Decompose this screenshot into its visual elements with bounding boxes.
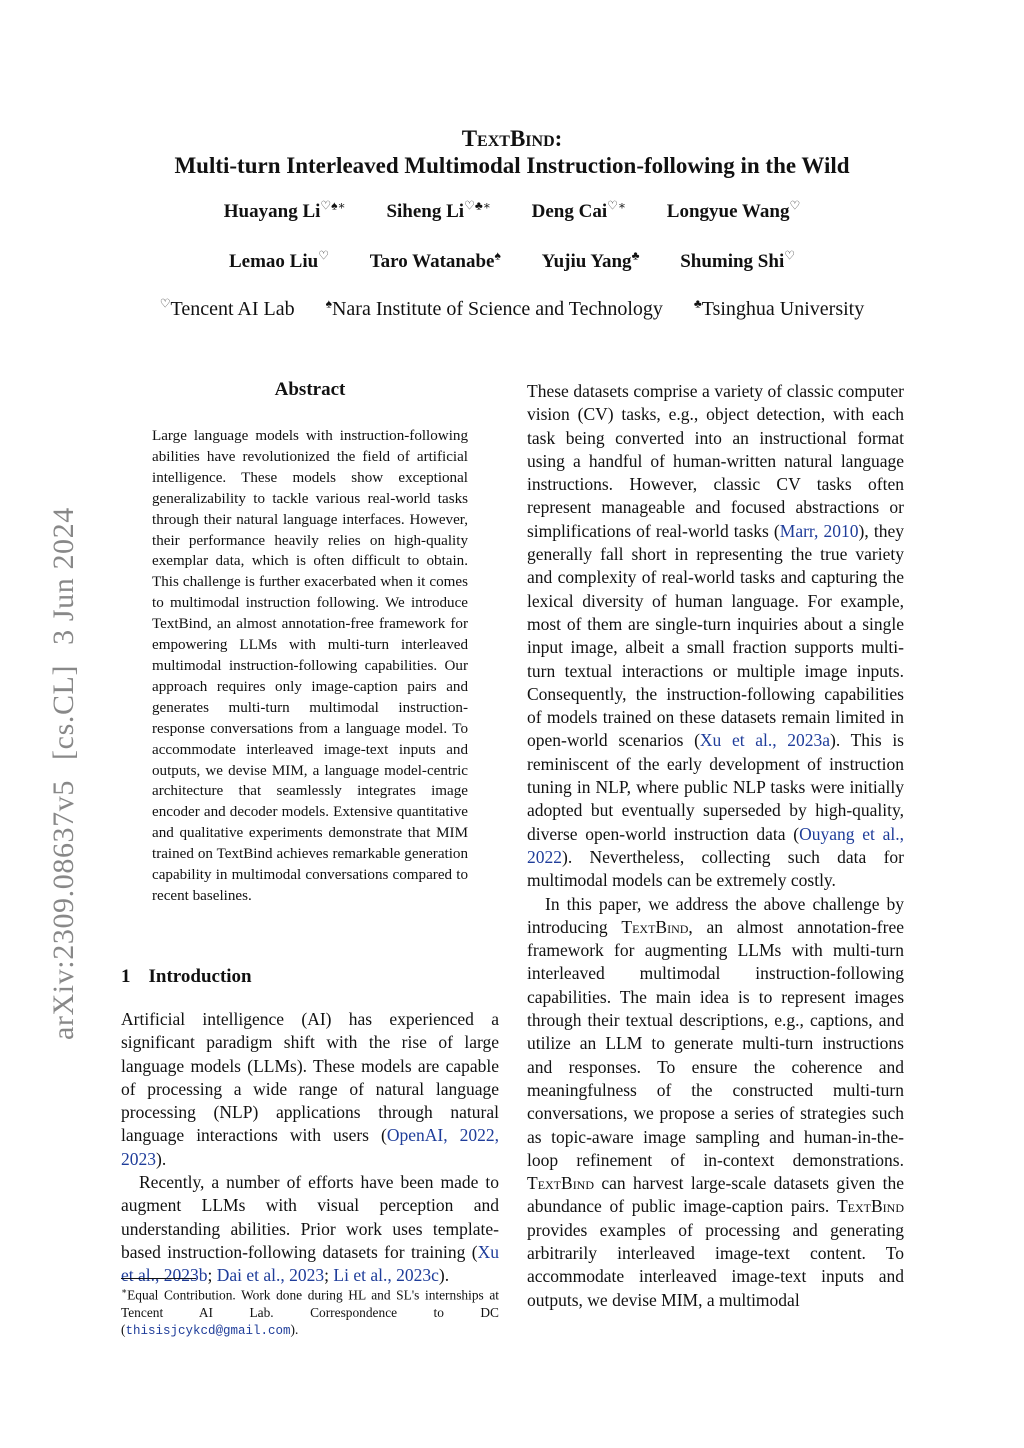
- paper-title-line2: Multi-turn Interleaved Multimodal Instruction-following in the Wild: [174, 153, 850, 178]
- citation-link[interactable]: Marr, 2010: [779, 520, 859, 541]
- arxiv-date: 3 Jun 2024: [47, 507, 80, 645]
- author-row-2: [0, 249, 1024, 273]
- arxiv-id: arXiv:2309.08637v5: [47, 780, 80, 1040]
- footnote-rule: [121, 1278, 196, 1279]
- author: Deng Cai♡∗: [531, 199, 627, 223]
- section-heading: [121, 966, 252, 988]
- author: Yujiu Yang♣: [541, 249, 640, 273]
- paper-title-line1: TextBind:: [461, 126, 563, 151]
- author: Taro Watanabe♠: [369, 249, 501, 273]
- author: Lemao Liu♡: [228, 249, 329, 273]
- affiliations: [0, 296, 1024, 321]
- affiliation: ♣Tsinghua University: [693, 296, 865, 320]
- citation-link[interactable]: Dai et al., 2023: [216, 1265, 325, 1286]
- citation-link[interactable]: Li et al., 2023c: [333, 1265, 439, 1286]
- section-title: Introduction: [148, 966, 252, 987]
- citation-link[interactable]: Xu et al., 2023b: [121, 1241, 499, 1286]
- author: Shuming Shi♡: [680, 249, 795, 273]
- abstract-text: Large language models with instruction-following abilities have revolutionized the field of artificial intelligence. These models show exceptional generalizability to tackle various real-world tasks through their natural language interfaces. However, their performance heavily relies on high-quality exemplar data, which is often difficult to obtain. This challenge is further exacerbated when it comes to multimodal instruction following. We introduce TextBind, an almost annotation-free framework for empowering LLMs with multi-turn interleaved multimodal instruction-following capabilities. Our approach requires only image-caption pairs and generates multi-turn multimodal instruction-response conversations from a language model. To accommodate interleaved image-text inputs and outputs, we devise MIM, a language model-centric architecture that seamlessly integrates image encoder and decoder models. Extensive quantitative and qualitative experiments demonstrate that MIM trained on TextBind achieves remarkable generation capability in multimodal conversations compared to recent baselines.: [152, 428, 468, 904]
- arxiv-stamp: [44, 420, 84, 1040]
- section-number: 1: [121, 966, 131, 987]
- footnote: ∗Equal Contribution. Work done during HL and SL's internships at Tencent AI Lab. Correspondence to DC (thisisjcykcd@gmail.com).: [121, 1286, 499, 1339]
- paragraph: Artificial intelligence (AI) has experienced a significant paradigm shift with the rise of large language models (LLMs). These models are capable of processing a wide range of natural language processing (NLP) applications through natural language interactions with users (OpenAI, 2022, 2023).: [121, 1009, 499, 1169]
- paragraph: Recently, a number of efforts have been made to augment LLMs with visual perception and understanding abilities. Prior work uses template-based instruction-following datasets for training (Xu et al., 2023b; Dai et al., 2023; Li et al., 2023c).: [121, 1172, 499, 1286]
- paragraph: In this paper, we address the above challenge by introducing TextBind, an almost annotation-free framework for augmenting LLMs with multi-turn interleaved multimodal instruction-following capabilities. The main idea is to represent images through their textual descriptions, e.g., captions, and utilize an LLM to generate multi-turn instructions and responses. To ensure the coherence and meaningfulness of the constructed multi-turn conversations, we propose a series of strategies such as topic-aware image sampling and human-in-the-loop refinement of in-context demonstrations. TextBind can harvest large-scale datasets given the abundance of public image-caption pairs. TextBind provides examples of processing and generating arbitrarily interleaved image-text content. To accommodate interleaved image-text inputs and outputs, we devise MIM, a multimodal: [527, 893, 904, 1310]
- author-row-1: [0, 199, 1024, 223]
- intro-left-column: [121, 1008, 499, 1288]
- email-link[interactable]: thisisjcykcd@gmail.com: [125, 1324, 291, 1339]
- author: Huayang Li♡♠∗: [223, 199, 346, 223]
- affiliation: ♡Tencent AI Lab: [159, 296, 295, 320]
- citation-link[interactable]: OpenAI, 2022, 2023: [121, 1125, 499, 1169]
- intro-right-column: [527, 380, 904, 1312]
- author: Longyue Wang♡: [666, 199, 801, 223]
- author: Siheng Li♡♣∗: [386, 199, 491, 223]
- citation-link[interactable]: Xu et al., 2023a: [699, 730, 831, 751]
- paragraph: These datasets comprise a variety of classic computer vision (CV) tasks, e.g., object detection, with each task being converted into an instructional format using a handful of human-written natural language instructions. However, classic CV tasks often represent manageable and focused abstractions or simplifications of real-world tasks (Marr, 2010), they generally fall short in representing the true variety and complexity of real-world tasks and capturing the lexical diversity of human language. For example, most of them are single-turn inquiries about a single input image, albeit a small fraction supports multi-turn textual interactions or multiple image inputs. Consequently, the instruction-following capabilities of models trained on these datasets remain limited in open-world scenarios (Xu et al., 2023a). This is reminiscent of the early development of instruction tuning in NLP, where public NLP tasks were initially adopted but eventually superseded by high-quality, diverse open-world instruction data (Ouyang et al., 2022). Nevertheless, collecting such data for multimodal models can be extremely costly.: [527, 381, 904, 891]
- citation-link[interactable]: Ouyang et al., 2022: [527, 823, 904, 867]
- arxiv-category: [cs.CL]: [47, 664, 80, 760]
- affiliation: ♠Nara Institute of Science and Technology: [325, 296, 663, 320]
- abstract-heading: Abstract: [274, 379, 346, 400]
